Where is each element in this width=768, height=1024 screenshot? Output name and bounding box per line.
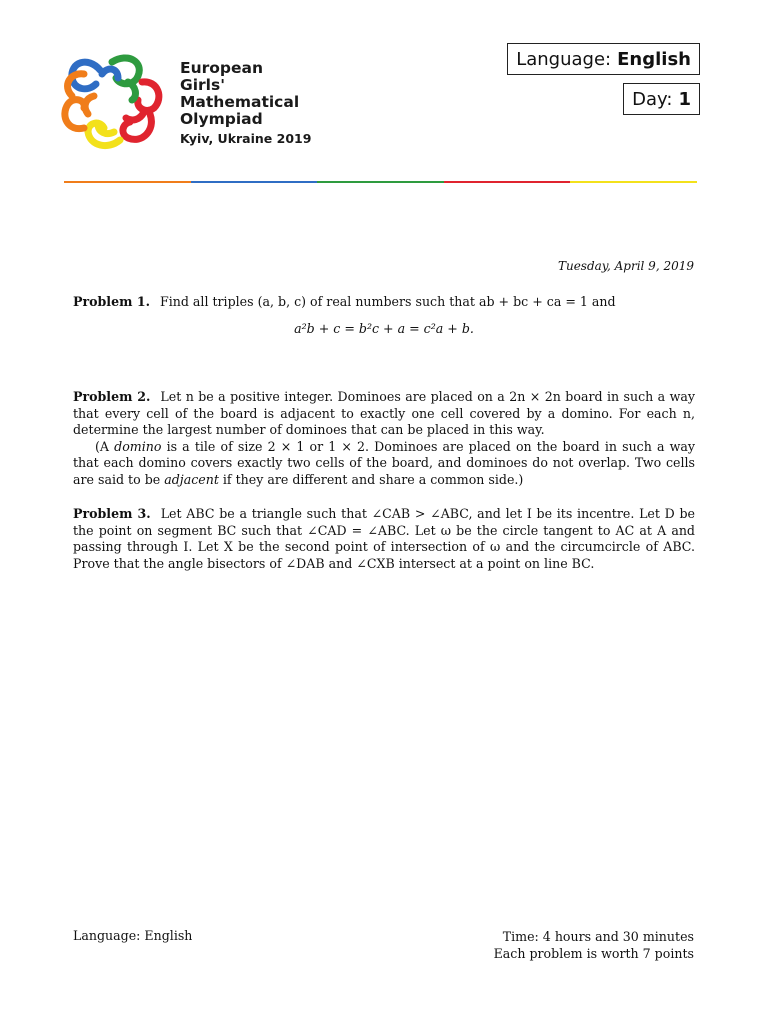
footer-language: Language: English bbox=[73, 928, 193, 943]
divider-blue bbox=[191, 181, 318, 183]
problem-1-equation: a²b + c = b²c + a = c²a + b. bbox=[294, 320, 474, 336]
divider-red bbox=[444, 181, 571, 183]
divider-orange bbox=[64, 181, 191, 183]
day-label: Day: bbox=[632, 89, 673, 110]
divider-yellow bbox=[570, 181, 697, 183]
footer-time: Time: 4 hours and 30 minutes bbox=[502, 929, 694, 944]
footer-points: Each problem is worth 7 points bbox=[493, 946, 694, 961]
problem-1-intro: Find all triples (a, b, c) of real numbers such that ab + bc + ca = 1 and bbox=[159, 294, 616, 309]
note-part: (A bbox=[95, 438, 115, 454]
problem-3 bbox=[73, 506, 695, 572]
exam-date: Tuesday, April 9, 2019 bbox=[557, 259, 694, 273]
problem-1 bbox=[73, 294, 695, 337]
note-part: is a tile of size 2 × 1 or 1 × 2. Dominoes are placed on the board in such a way that each domino covers exactly two cells of the board, and dominoes do not overlap. Two cells are said to be bbox=[73, 438, 696, 487]
day-box bbox=[623, 83, 700, 115]
problem-2 bbox=[73, 389, 695, 489]
problem-2-label: Problem 2. bbox=[73, 389, 151, 404]
divider-green bbox=[317, 181, 444, 183]
problem-1-label: Problem 1. bbox=[73, 294, 150, 309]
language-value: English bbox=[617, 49, 691, 70]
note-term-adjacent: adjacent bbox=[164, 471, 219, 487]
note-part: if they are different and share a common side.) bbox=[218, 471, 524, 487]
olympiad-name bbox=[180, 60, 311, 147]
org-line-2: Girls' bbox=[180, 76, 225, 94]
org-line-1: European bbox=[180, 59, 264, 77]
problem-2-note bbox=[73, 439, 695, 489]
problem-2-body: Let n be a positive integer. Dominoes are placed on a 2n × 2n board in such a way that every cell of the board is adjacent to exactly one cell covered by a domino. For each n, determine the largest number of dominoes that can be placed in this way. bbox=[73, 389, 696, 438]
org-line-4: Olympiad bbox=[180, 110, 263, 128]
egmo-knot-logo-icon bbox=[58, 52, 170, 152]
language-label: Language: bbox=[516, 49, 612, 70]
footer-info bbox=[494, 928, 694, 962]
color-divider bbox=[64, 181, 697, 183]
note-term-domino: domino bbox=[114, 438, 162, 454]
problem-3-label: Problem 3. bbox=[73, 506, 151, 521]
location: Kyiv, Ukraine 2019 bbox=[180, 131, 312, 146]
org-line-3: Mathematical bbox=[180, 93, 300, 111]
language-box bbox=[507, 43, 700, 75]
problem-3-body: Let ABC be a triangle such that ∠CAB > ∠ABC, and let I be its incentre. Let D be the point on segment BC such that ∠CAD = ∠ABC. Let ω be the circle tangent to AC at A and passing through I. Let X be the second point of intersection of ω and the circumcircle of ABC. Prove that the angle bisectors of ∠DAB and ∠CXB intersect at a point on line BC. bbox=[73, 506, 695, 571]
day-value: 1 bbox=[678, 89, 691, 110]
